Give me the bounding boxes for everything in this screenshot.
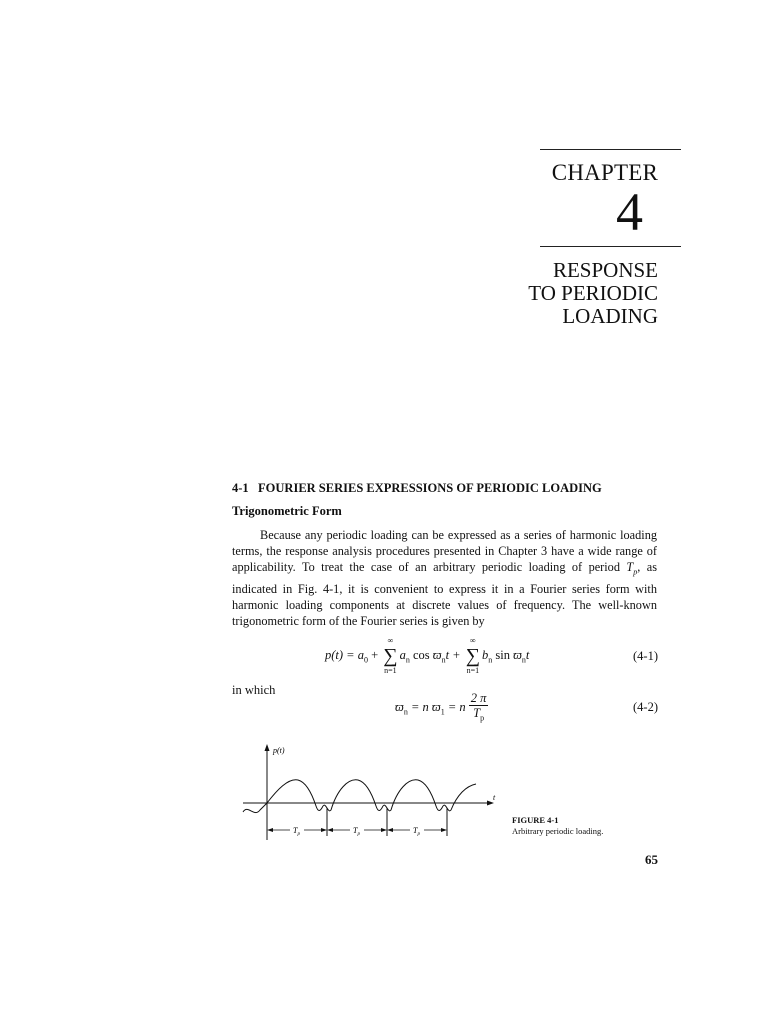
figure-4-1-plot — [240, 740, 510, 850]
eq2-den-sub: p — [480, 713, 485, 723]
arrow-right-icon — [321, 828, 327, 832]
eq1-omega-2-sub: n — [521, 655, 526, 665]
eq2-lhs: ϖ — [395, 700, 404, 715]
paragraph-part-1: Because any periodic loading can be expressed as a series of harmonic loading terms, the response analysis procedures presented in Chapter 3 have a wide range of applicability. To treat the case of an arbitrary periodic loading of period — [232, 528, 657, 575]
chapter-title-line-2: TO PERIODIC — [528, 281, 658, 305]
chapter-title-line-1: RESPONSE — [552, 258, 658, 282]
period-dimension-2 — [327, 826, 387, 837]
eq2-fraction-numerator: 2 π — [470, 691, 487, 705]
eq1-sum-1-top: ∞ — [387, 636, 394, 645]
eq1-omega-1: ϖ — [432, 647, 442, 662]
chapter-title-line-3: LOADING — [562, 304, 658, 328]
eq1-sum-2-top: ∞ — [470, 636, 476, 645]
eq1-lhs: p(t) = a — [325, 647, 364, 662]
eq2-mid-sub: 1 — [440, 707, 445, 717]
eq1-term-b-sub: n — [488, 655, 493, 665]
eq2-fraction — [469, 691, 489, 726]
eq1-plus: + — [367, 647, 382, 662]
eq2-eq: = n — [444, 700, 469, 715]
period-subscript: p — [633, 567, 638, 577]
chapter-bottom-rule — [540, 246, 681, 247]
arrow-left-icon — [387, 828, 393, 832]
figure-label: FIGURE 4-1 — [512, 815, 559, 825]
eq1-omega-1-sub: n — [441, 655, 446, 665]
eq2-lhs-sub: n — [403, 707, 408, 717]
eq1-sum-1 — [383, 636, 397, 676]
eq1-sum-1-bottom: n=1 — [384, 666, 397, 675]
eq1-sum-2 — [466, 636, 480, 676]
paragraph-part-2: , as indicated in Fig. 4-1, it is convenient to express it in a Fourier series form with harmonic loading components at discrete values of frequency. The well-known trigonometric form of the Fourier series is given by — [232, 560, 657, 629]
eq1-t-plus: t + — [445, 647, 464, 662]
sigma-icon: ∑ — [383, 645, 398, 667]
equation-4-2-number: (4-2) — [633, 700, 658, 714]
figure-caption: Arbitrary periodic loading. — [512, 826, 604, 836]
eq1-term-b: b — [482, 647, 489, 662]
section-heading: 4-1 FOURIER SERIES EXPRESSIONS OF PERIODIC LOADING — [232, 481, 602, 495]
eq1-omega-2: ϖ — [513, 647, 522, 662]
period-symbol: T — [626, 560, 634, 575]
eq2-fraction-denominator — [469, 706, 489, 726]
equation-4-1 — [325, 636, 529, 676]
eq1-term-a: a — [399, 647, 406, 662]
eq1-lhs-sub: 0 — [363, 655, 368, 665]
x-axis-label: t — [493, 793, 496, 802]
page-number: 65 — [645, 852, 658, 867]
period-dimension-1 — [267, 826, 327, 837]
period-label-1: $T_p$ — [293, 826, 300, 837]
period-label-2: $T_p$ — [353, 826, 360, 837]
eq1-cos: cos — [409, 647, 433, 662]
arrow-right-icon — [441, 828, 447, 832]
chapter-top-rule — [540, 149, 681, 150]
eq1-t: t — [525, 647, 530, 662]
in-which-text: in which — [232, 683, 276, 697]
arrow-right-icon — [381, 828, 387, 832]
eq1-term-a-sub: n — [405, 655, 410, 665]
sigma-icon: ∑ — [465, 645, 480, 667]
chapter-title — [528, 259, 658, 328]
chapter-word: CHAPTER — [551, 160, 658, 185]
period-dimension-3 — [387, 826, 447, 837]
eq1-sum-2-bottom: n=1 — [466, 666, 480, 675]
eq2-mid: = n ϖ — [407, 700, 441, 715]
period-label-3: $T_p$ — [413, 826, 420, 837]
equation-4-1-number: (4-1) — [633, 649, 658, 663]
periodic-loading-curve — [243, 780, 476, 813]
arrow-left-icon — [327, 828, 333, 832]
eq2-den-T: T — [473, 706, 481, 720]
body-paragraph — [232, 527, 657, 630]
subsection-heading: Trigonometric Form — [232, 504, 342, 518]
equation-4-2 — [395, 691, 488, 726]
y-axis-arrow-icon — [265, 744, 270, 751]
y-axis-label: p(t) — [273, 746, 285, 755]
arrow-left-icon — [267, 828, 273, 832]
chapter-number: 4 — [616, 182, 643, 242]
eq1-sin: sin — [492, 647, 514, 662]
